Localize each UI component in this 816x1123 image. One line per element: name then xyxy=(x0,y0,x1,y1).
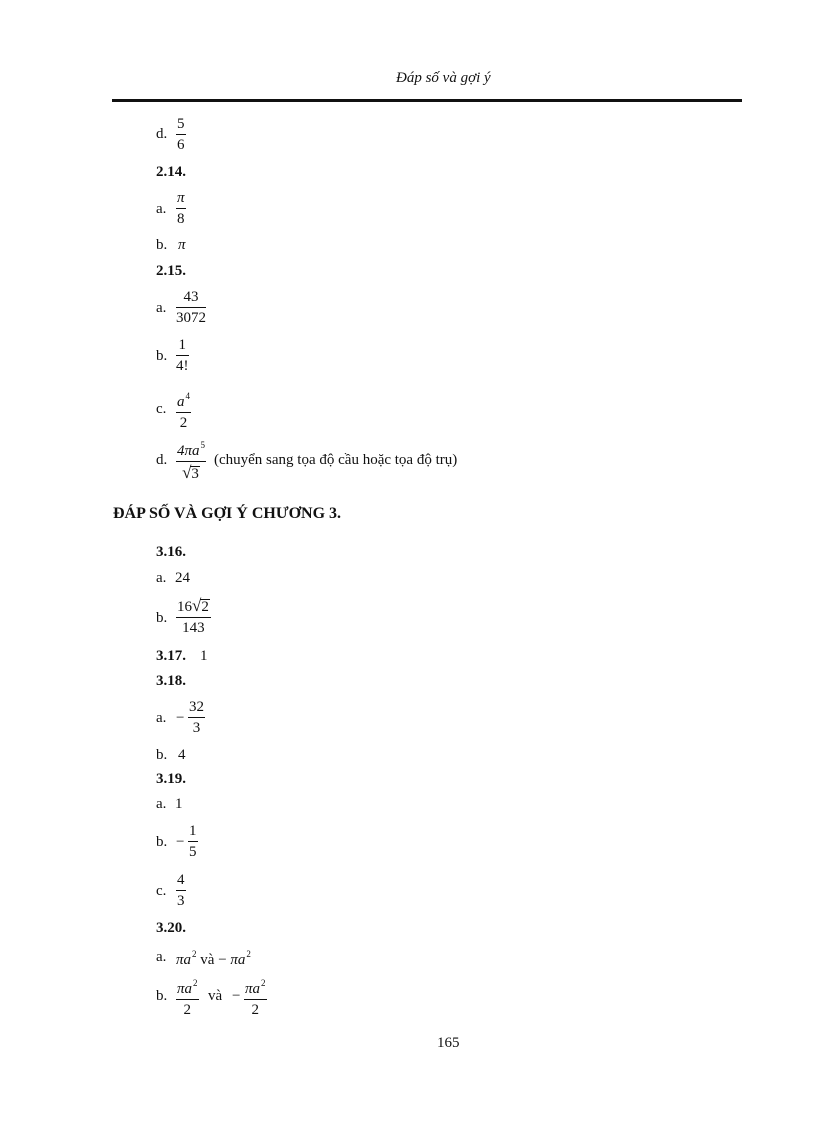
answer-expression xyxy=(176,949,251,969)
radicand: 2 xyxy=(201,599,209,615)
item-label: a. xyxy=(156,201,167,217)
item-label: b. xyxy=(156,988,168,1004)
item-label: a. xyxy=(156,300,167,316)
exponent: 2 xyxy=(246,949,251,959)
term: πa xyxy=(230,952,246,968)
numerator xyxy=(176,975,199,1000)
item-label: a. xyxy=(156,949,167,965)
fraction xyxy=(176,337,189,375)
conjunction: và xyxy=(208,988,223,1004)
minus-sign: − xyxy=(176,834,185,850)
numerator: 43 xyxy=(176,289,206,308)
numerator xyxy=(176,437,206,462)
problem-number: 2.14. xyxy=(156,164,186,180)
problem-number: 3.16. xyxy=(156,544,186,560)
fraction xyxy=(176,975,199,1019)
problem-number: 2.15. xyxy=(156,263,186,279)
coefficient: 16 xyxy=(177,599,192,615)
denominator: 4! xyxy=(176,358,189,374)
note: (chuyển sang tọa độ cầu hoặc tọa độ trụ) xyxy=(214,452,458,468)
item-label: a. xyxy=(156,710,167,726)
fraction xyxy=(176,872,186,910)
numerator xyxy=(244,975,267,1000)
exponent: 2 xyxy=(192,949,197,959)
exponent: 5 xyxy=(200,440,206,450)
term: πa xyxy=(177,981,193,997)
answer-value: 1 xyxy=(200,648,208,664)
fraction xyxy=(176,388,191,432)
denominator: 8 xyxy=(177,211,185,227)
base: a xyxy=(177,394,185,410)
answer-value: π xyxy=(178,237,186,253)
answer-value: 4 xyxy=(178,747,186,763)
numerator xyxy=(176,597,211,618)
conjunction: và xyxy=(200,952,215,968)
chapter-heading: ĐÁP SỐ VÀ GỢI Ý CHƯƠNG 3. xyxy=(113,505,342,522)
fraction xyxy=(188,823,198,861)
problem-number: 3.17. xyxy=(156,648,186,664)
item-label: d. xyxy=(156,452,168,468)
radical-sign-icon: √ xyxy=(182,463,192,482)
item-label: a. xyxy=(156,570,167,586)
minus-sign: − xyxy=(218,952,227,968)
minus-sign: − xyxy=(176,710,185,726)
item-label: b. xyxy=(156,610,168,626)
item-label: c. xyxy=(156,401,167,417)
denominator: 2 xyxy=(179,415,188,431)
numerator: 4 xyxy=(176,872,186,891)
denominator: 3072 xyxy=(176,310,206,326)
fraction xyxy=(176,437,206,483)
exponent: 2 xyxy=(193,978,198,988)
exponent: 4 xyxy=(185,391,190,401)
item-label: b. xyxy=(156,747,168,763)
numerator: 1 xyxy=(188,823,198,842)
numerator: 32 xyxy=(188,699,205,718)
coefficient: 4πa xyxy=(177,443,200,459)
item-label: b. xyxy=(156,834,168,850)
problem-number: 3.19. xyxy=(156,771,186,787)
term: πa xyxy=(245,981,261,997)
item-label: c. xyxy=(156,883,167,899)
header-rule xyxy=(112,99,742,102)
denominator: 6 xyxy=(177,137,185,153)
fraction xyxy=(176,597,211,637)
denominator: 143 xyxy=(182,620,205,636)
minus-sign: − xyxy=(232,988,241,1004)
item-label: d. xyxy=(156,126,168,142)
denominator xyxy=(176,462,206,483)
numerator: π xyxy=(176,190,186,209)
exponent: 2 xyxy=(261,978,266,988)
numerator: 5 xyxy=(176,116,186,135)
fraction xyxy=(188,699,205,737)
radicand: 3 xyxy=(191,466,199,482)
denominator: 2 xyxy=(183,1002,191,1018)
fraction xyxy=(176,289,206,327)
answer-value: 1 xyxy=(175,796,183,812)
item-label: a. xyxy=(156,796,167,812)
denominator: 2 xyxy=(251,1002,259,1018)
numerator: 1 xyxy=(176,337,189,356)
problem-number: 3.20. xyxy=(156,920,186,936)
denominator: 5 xyxy=(189,844,197,860)
item-label: b. xyxy=(156,348,168,364)
answer-value: 24 xyxy=(175,570,190,586)
fraction xyxy=(244,975,267,1019)
denominator: 3 xyxy=(177,893,185,909)
fraction xyxy=(176,116,186,154)
denominator: 3 xyxy=(192,720,201,736)
numerator xyxy=(176,388,191,413)
running-header: Đáp số và gợi ý xyxy=(396,70,491,86)
problem-number: 3.18. xyxy=(156,673,186,689)
fraction xyxy=(176,190,186,228)
term: πa xyxy=(176,952,192,968)
page-number: 165 xyxy=(437,1035,460,1051)
radical-sign-icon: √ xyxy=(192,596,202,615)
item-label: b. xyxy=(156,237,168,253)
